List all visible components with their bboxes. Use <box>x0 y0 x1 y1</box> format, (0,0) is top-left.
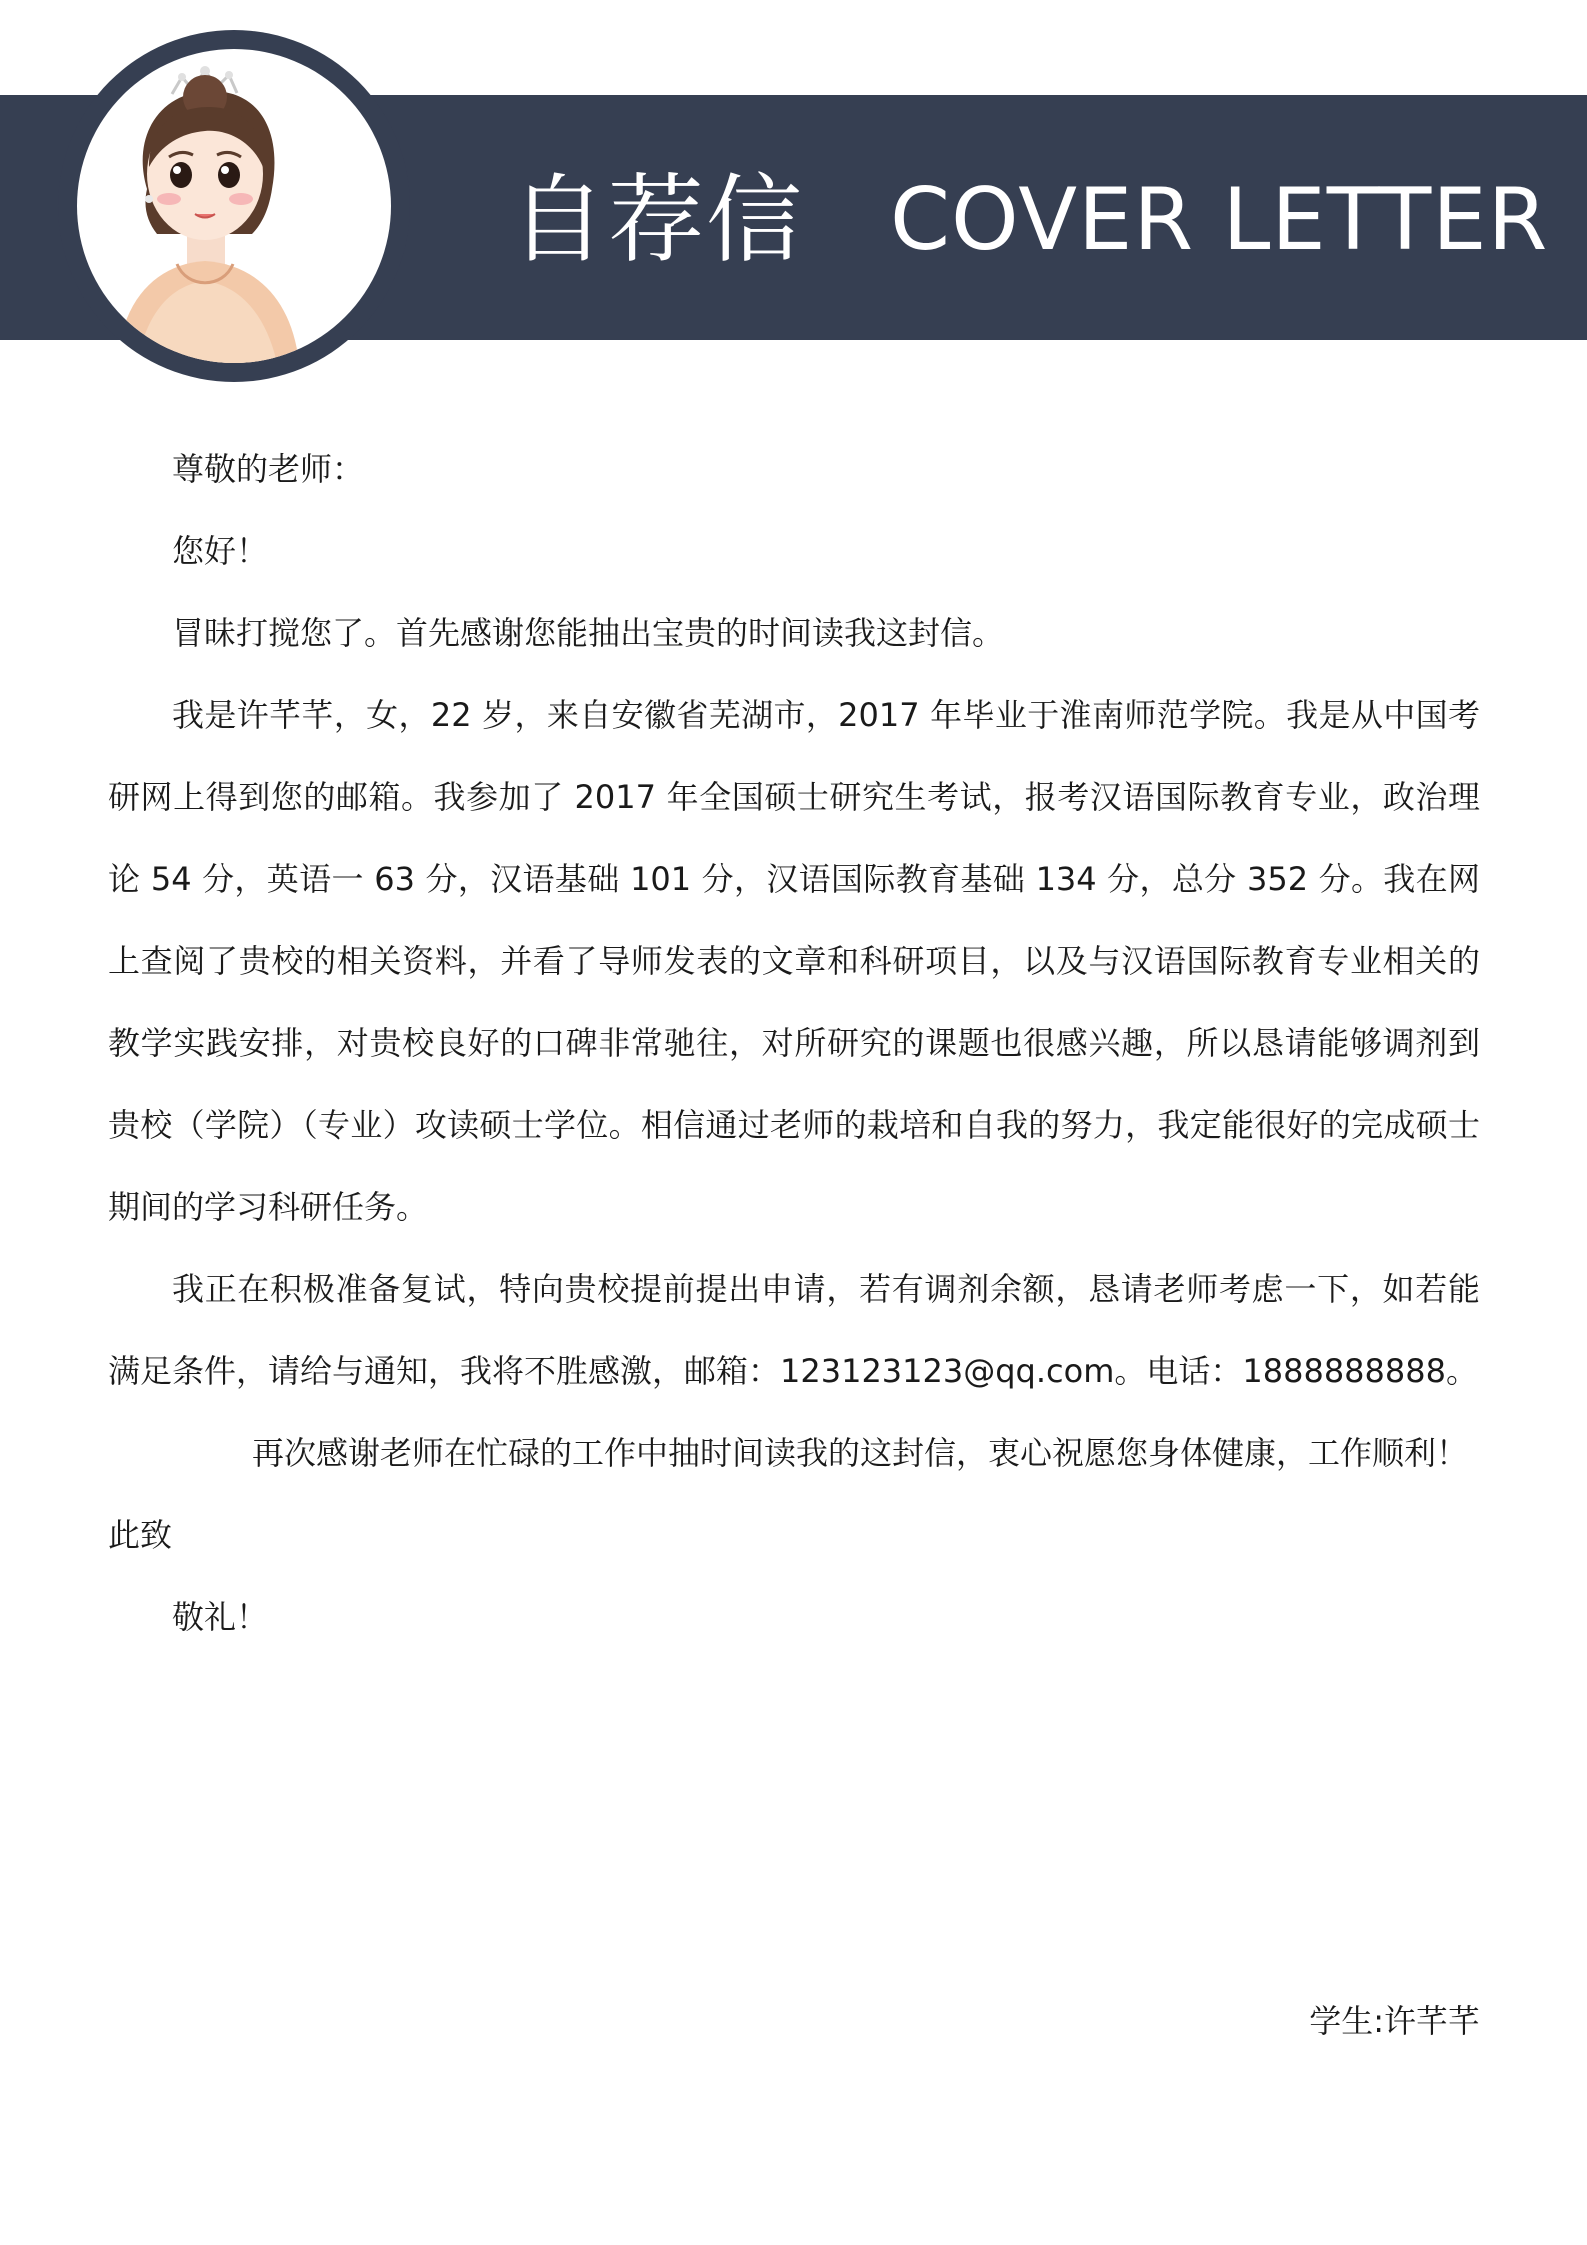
signature: 学生:许芊芊 <box>1309 2002 1480 2040</box>
greeting: 您好！ <box>172 532 269 570</box>
title-chinese: 自荐信 <box>510 164 804 276</box>
closing-jing-li: 敬礼！ <box>172 1598 269 1636</box>
avatar <box>77 49 391 363</box>
opening-line: 冒昧打搅您了。首先感谢您能抽出宝贵的时间读我这封信。 <box>172 614 1005 652</box>
title-english: COVER LETTER <box>890 170 1549 270</box>
body-paragraph-2: 我正在积极准备复试，特向贵校提前提出申请，若有调剂余额，恳请老师考虑一下，如若能满足条件，请给与通知，我将不胜感激，邮箱：123123123@qq.com。电话：1888888888。 <box>108 1270 1480 1390</box>
salutation: 尊敬的老师： <box>172 450 365 488</box>
avatar-illustration <box>77 49 391 363</box>
letter-body <box>108 428 1480 1658</box>
closing-ci-zhi: 此致 <box>108 1516 173 1554</box>
body-paragraph-1: 我是许芊芊，女，22 岁，来自安徽省芜湖市，2017 年毕业于淮南师范学院。我是从中国考研网上得到您的邮箱。我参加了 2017 年全国硕士研究生考试，报考汉语国际教育专业，政治理论 54 分，英语一 63 分，汉语基础 101 分，汉语国际教育基础 134 分，总分 352 分。我在网上查阅了贵校的相关资料，并看了导师发表的文章和科研项目，以及与汉语国际教育专业相关的教学实践安排，对贵校良好的口碑非常驰往，对所研究的课题也很感兴趣，所以恳请能够调剂到贵校（学院）（专业）攻读硕士学位。相信通过老师的栽培和自我的努力，我定能很好的完成硕士期间的学习科研任务。 <box>108 696 1480 1226</box>
thanks-line: 再次感谢老师在忙碌的工作中抽时间读我的这封信，衷心祝愿您身体健康，工作顺利！ <box>252 1434 1469 1472</box>
